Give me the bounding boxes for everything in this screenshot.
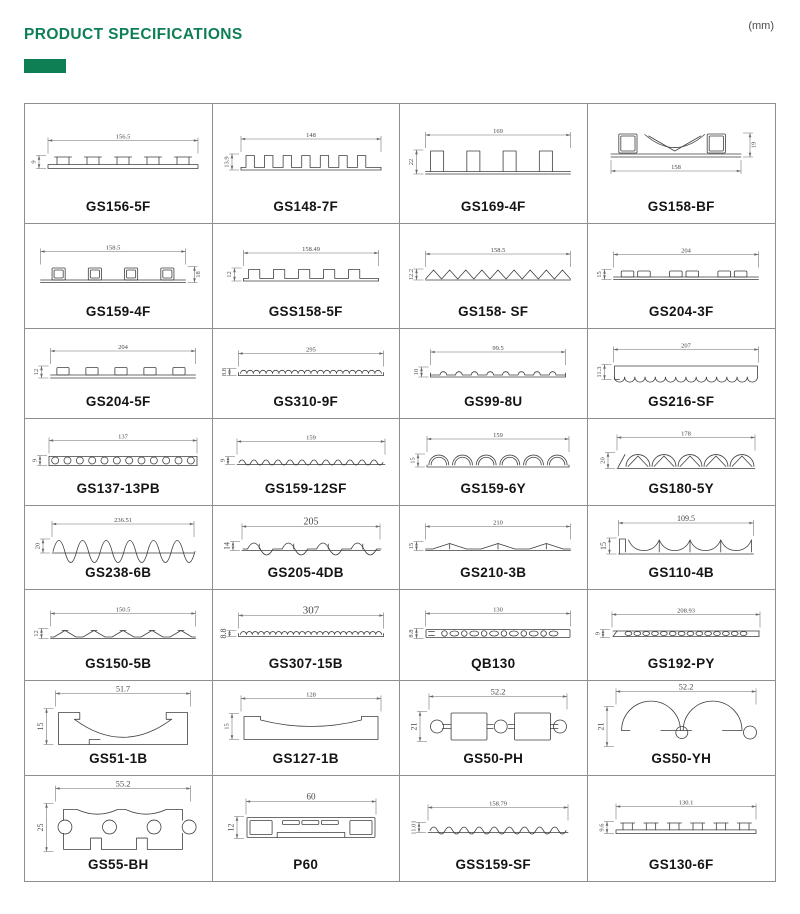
height-dim-label: 12 bbox=[33, 630, 41, 637]
height-dim-label: 19 bbox=[750, 141, 758, 149]
width-dim-label: 150.5 bbox=[115, 606, 131, 614]
profile-drawing bbox=[401, 780, 585, 855]
width-dim-label: 159 bbox=[493, 431, 504, 439]
width-dim-label: 130 bbox=[493, 606, 504, 614]
product-name: GS216-SF bbox=[648, 394, 715, 409]
product-cell bbox=[25, 681, 213, 776]
height-dim-label: 15 bbox=[599, 542, 609, 550]
width-dim-label: 204 bbox=[681, 247, 692, 255]
product-name: P60 bbox=[293, 857, 319, 872]
product-cell bbox=[400, 506, 588, 590]
profile-drawing bbox=[26, 227, 210, 302]
width-dim-label: 204 bbox=[118, 343, 129, 351]
width-dim-label: 207 bbox=[681, 342, 692, 350]
product-name: GS159-12SF bbox=[264, 481, 347, 496]
width-dim-label: 158.79 bbox=[489, 800, 508, 808]
product-name: GS50-YH bbox=[651, 751, 712, 766]
product-name: GS310-9F bbox=[273, 394, 339, 409]
product-cell bbox=[213, 104, 401, 224]
product-cell bbox=[213, 419, 401, 506]
profile-drawing bbox=[26, 107, 210, 197]
product-name: GS192-PY bbox=[647, 656, 715, 671]
profile-drawing bbox=[589, 332, 773, 392]
height-dim-label: 15 bbox=[36, 722, 46, 731]
product-cell bbox=[213, 776, 401, 881]
product-name: GS159-6Y bbox=[460, 481, 526, 496]
profile-drawing bbox=[589, 227, 773, 302]
profile-drawing bbox=[26, 332, 210, 392]
width-dim-label: 236.51 bbox=[114, 516, 133, 524]
height-dim-label: 11.01 bbox=[410, 820, 418, 835]
width-dim-label: 158 bbox=[671, 163, 682, 171]
product-cell bbox=[213, 590, 401, 681]
product-cell bbox=[25, 776, 213, 881]
width-dim-label: 158.49 bbox=[301, 245, 320, 253]
page-header bbox=[0, 0, 800, 73]
product-name: GS110-4B bbox=[648, 565, 714, 580]
profile-drawing bbox=[214, 509, 398, 563]
height-dim-label: 10 bbox=[413, 368, 421, 376]
height-dim-label: 8.8 bbox=[220, 367, 228, 377]
height-dim-label: 15 bbox=[408, 542, 416, 550]
profile-drawing bbox=[589, 780, 773, 855]
profile-drawing bbox=[214, 332, 398, 392]
height-dim-label: 12 bbox=[226, 823, 236, 832]
height-dim-label: 8.8 bbox=[218, 628, 228, 639]
height-dim-label: 22 bbox=[408, 158, 416, 166]
width-dim-label: 52.2 bbox=[678, 684, 694, 692]
width-dim-label: 60 bbox=[306, 791, 316, 802]
profile-drawing bbox=[214, 780, 398, 855]
product-cell bbox=[25, 329, 213, 419]
product-name: GS307-15B bbox=[268, 656, 343, 671]
product-name: GS158- SF bbox=[458, 304, 529, 319]
profile-drawing bbox=[214, 593, 398, 654]
product-cell bbox=[400, 329, 588, 419]
height-dim-label: 9 bbox=[31, 458, 39, 463]
height-dim-label: 9.6 bbox=[598, 823, 606, 832]
height-dim-label: 9 bbox=[594, 631, 602, 636]
product-cell bbox=[588, 681, 776, 776]
product-cell bbox=[588, 419, 776, 506]
unit-label: (mm) bbox=[748, 20, 774, 32]
product-cell bbox=[400, 590, 588, 681]
profile-drawing bbox=[26, 780, 210, 855]
product-name: GSS158-5F bbox=[268, 304, 343, 319]
height-dim-label: 12 bbox=[225, 271, 233, 278]
product-name: GS158-BF bbox=[647, 199, 715, 214]
product-name: GS137-13PB bbox=[76, 481, 160, 496]
profile-drawing bbox=[401, 509, 585, 563]
product-cell bbox=[588, 506, 776, 590]
product-cell bbox=[25, 419, 213, 506]
product-cell bbox=[213, 224, 401, 329]
product-cell bbox=[588, 104, 776, 224]
product-name: GS99-8U bbox=[464, 394, 523, 409]
profile-drawing bbox=[401, 422, 585, 479]
height-dim-label: 12 bbox=[33, 368, 41, 376]
profile-drawing bbox=[214, 227, 398, 302]
product-cell bbox=[25, 506, 213, 590]
profile-drawing bbox=[26, 422, 210, 479]
height-dim-label: 13.9 bbox=[223, 156, 231, 168]
product-name: GS55-BH bbox=[87, 857, 149, 872]
product-name: GS205-4DB bbox=[267, 565, 344, 580]
product-cell bbox=[213, 506, 401, 590]
product-name: GS180-5Y bbox=[648, 481, 714, 496]
product-name: GS159-4F bbox=[85, 304, 151, 319]
product-name: GSS159-SF bbox=[455, 857, 531, 872]
product-cell bbox=[400, 776, 588, 881]
height-dim-label: 9 bbox=[30, 160, 38, 164]
product-cell bbox=[400, 419, 588, 506]
height-dim-label: 21 bbox=[409, 722, 419, 731]
profile-drawing bbox=[26, 593, 210, 654]
height-dim-label: 18 bbox=[195, 271, 203, 278]
height-dim-label: 15 bbox=[596, 271, 604, 278]
product-name: GS210-3B bbox=[460, 565, 527, 580]
profile-drawing bbox=[214, 684, 398, 749]
product-name: GS169-4F bbox=[460, 199, 526, 214]
height-dim-label: 11.3 bbox=[596, 366, 604, 378]
product-name: GS238-6B bbox=[85, 565, 152, 580]
height-dim-label: 25 bbox=[36, 823, 46, 832]
product-name: GS130-6F bbox=[648, 857, 714, 872]
profile-drawing bbox=[401, 684, 585, 749]
width-dim-label: 109.5 bbox=[677, 513, 696, 523]
height-dim-label: 15 bbox=[223, 723, 231, 730]
height-dim-label: 15 bbox=[409, 457, 417, 464]
width-dim-label: 128 bbox=[305, 691, 316, 699]
profile-drawing bbox=[589, 509, 773, 563]
width-dim-label: 52.2 bbox=[490, 686, 506, 697]
profile-drawing bbox=[589, 593, 773, 654]
profile-drawing bbox=[401, 332, 585, 392]
profile-drawing bbox=[26, 684, 210, 749]
width-dim-label: 130.1 bbox=[678, 799, 694, 807]
product-cell bbox=[588, 224, 776, 329]
width-dim-label: 295 bbox=[305, 346, 316, 354]
height-dim-label: 20 bbox=[34, 542, 42, 550]
product-cell bbox=[400, 681, 588, 776]
product-cell bbox=[213, 329, 401, 419]
product-name: QB130 bbox=[471, 656, 516, 671]
width-dim-label: 205 bbox=[303, 516, 319, 528]
width-dim-label: 307 bbox=[302, 604, 319, 617]
profile-drawing bbox=[401, 227, 585, 302]
height-dim-label: 21 bbox=[596, 722, 606, 731]
product-cell bbox=[588, 776, 776, 881]
profile-drawing bbox=[589, 422, 773, 479]
width-dim-label: 169 bbox=[493, 127, 504, 135]
profile-drawing bbox=[589, 107, 773, 197]
width-dim-label: 158.5 bbox=[490, 246, 506, 254]
width-dim-label: 156.5 bbox=[115, 133, 131, 141]
width-dim-label: 159 bbox=[305, 434, 316, 442]
width-dim-label: 137 bbox=[118, 433, 129, 441]
profile-drawing bbox=[401, 593, 585, 654]
product-cell bbox=[25, 104, 213, 224]
product-cell bbox=[588, 590, 776, 681]
profile-drawing bbox=[26, 509, 210, 563]
width-dim-label: 208.93 bbox=[677, 607, 696, 615]
product-cell bbox=[25, 224, 213, 329]
spec-table bbox=[24, 103, 776, 882]
product-cell bbox=[213, 681, 401, 776]
product-name: GS204-3F bbox=[648, 304, 714, 319]
height-dim-label: 20 bbox=[599, 457, 607, 464]
product-name: GS204-5F bbox=[85, 394, 151, 409]
height-dim-label: 14 bbox=[222, 542, 232, 550]
product-name: GS150-5B bbox=[85, 656, 152, 671]
width-dim-label: 178 bbox=[681, 430, 692, 438]
width-dim-label: 55.2 bbox=[115, 780, 131, 789]
product-name: GS50-PH bbox=[463, 751, 524, 766]
profile-drawing bbox=[589, 684, 773, 749]
width-dim-label: 158.5 bbox=[105, 244, 121, 252]
product-name: GS127-1B bbox=[272, 751, 339, 766]
width-dim-label: 148 bbox=[305, 131, 316, 139]
product-name: GS51-1B bbox=[89, 751, 148, 766]
width-dim-label: 99.5 bbox=[492, 344, 504, 352]
width-dim-label: 210 bbox=[493, 519, 504, 527]
product-cell bbox=[588, 329, 776, 419]
height-dim-label: 8.8 bbox=[408, 629, 416, 638]
profile-drawing bbox=[401, 107, 585, 197]
product-name: GS156-5F bbox=[85, 199, 151, 214]
profile-drawing bbox=[214, 422, 398, 479]
product-name: GS148-7F bbox=[273, 199, 339, 214]
product-cell bbox=[400, 224, 588, 329]
page-title: PRODUCT SPECIFICATIONS bbox=[24, 26, 243, 43]
height-dim-label: 12.2 bbox=[408, 268, 416, 281]
accent-swatch bbox=[24, 59, 66, 73]
profile-drawing bbox=[214, 107, 398, 197]
product-cell bbox=[25, 590, 213, 681]
width-dim-label: 51.7 bbox=[116, 684, 131, 694]
product-cell bbox=[400, 104, 588, 224]
height-dim-label: 9 bbox=[219, 458, 227, 463]
